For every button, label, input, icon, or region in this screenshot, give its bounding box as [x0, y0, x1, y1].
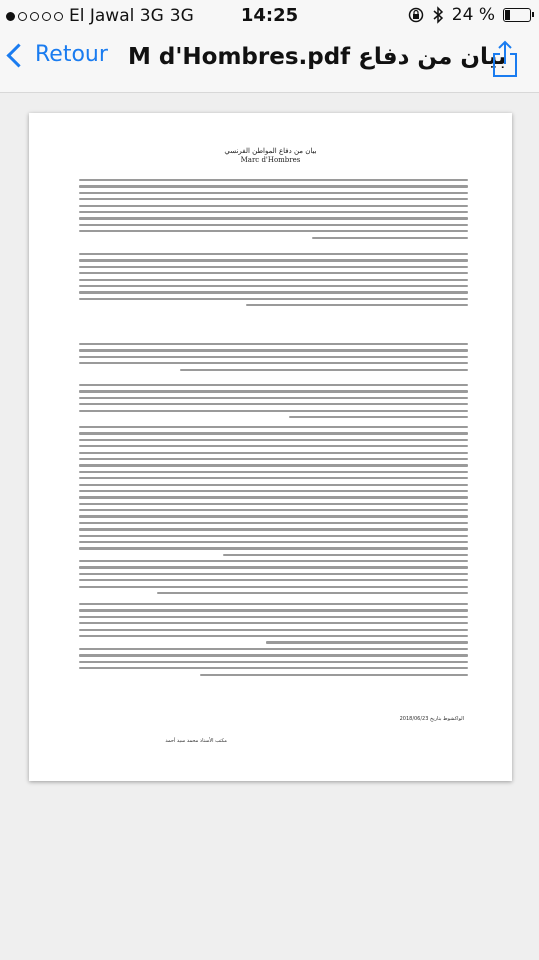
pdf-text-line — [79, 198, 468, 200]
pdf-text-line — [79, 616, 468, 618]
pdf-text-line — [79, 560, 468, 562]
pdf-heading-line2: Marc d'Hombres — [240, 156, 301, 164]
pdf-paragraph — [79, 560, 468, 598]
pdf-heading-line1: بيان من دفاع المواطن الفرنسي — [224, 147, 317, 155]
pdf-text-line — [200, 674, 468, 676]
pdf-text-line — [79, 426, 468, 428]
pdf-text-line — [79, 445, 468, 447]
pdf-text-line — [79, 384, 468, 386]
pdf-text-line — [79, 477, 468, 479]
back-button[interactable] — [10, 42, 108, 67]
pdf-text-line — [79, 528, 468, 530]
pdf-text-line — [79, 579, 468, 581]
pdf-text-line — [79, 541, 468, 543]
pdf-text-line — [79, 397, 468, 399]
pdf-text-line — [79, 573, 468, 575]
pdf-paragraph — [79, 384, 468, 422]
pdf-text-line — [79, 179, 468, 181]
pdf-paragraph — [79, 426, 468, 560]
pdf-text-line — [79, 211, 468, 213]
pdf-text-line — [79, 403, 468, 405]
pdf-text-line — [289, 416, 468, 418]
pdf-text-line — [312, 237, 468, 239]
pdf-text-line — [79, 410, 468, 412]
pdf-text-line — [79, 185, 468, 187]
pdf-text-line — [79, 661, 468, 663]
pdf-text-line — [79, 349, 468, 351]
pdf-paragraph — [79, 253, 468, 311]
pdf-text-line — [79, 458, 468, 460]
pdf-text-line — [79, 452, 468, 454]
battery-icon — [503, 8, 531, 22]
bluetooth-icon — [432, 6, 444, 24]
back-label: Retour — [35, 42, 108, 67]
pdf-text-line — [79, 432, 468, 434]
pdf-text-line — [180, 369, 468, 371]
pdf-text-line — [79, 343, 468, 345]
pdf-text-line — [79, 356, 468, 358]
pdf-text-line — [79, 390, 468, 392]
pdf-text-line — [79, 230, 468, 232]
pdf-text-line — [79, 266, 468, 268]
pdf-heading — [29, 147, 512, 165]
chevron-left-icon — [6, 43, 30, 67]
pdf-text-line — [79, 205, 468, 207]
pdf-text-line — [79, 259, 468, 261]
carrier-label: El Jawal 3G — [69, 6, 164, 26]
pdf-text-line — [79, 490, 468, 492]
pdf-text-line — [79, 609, 468, 611]
pdf-viewer[interactable] — [0, 93, 539, 960]
pdf-text-line — [79, 298, 468, 300]
pdf-text-line — [157, 592, 468, 594]
pdf-text-line — [79, 192, 468, 194]
pdf-text-line — [79, 629, 468, 631]
pdf-text-line — [79, 362, 468, 364]
battery-percent: 24 % — [451, 5, 495, 25]
pdf-text-line — [223, 554, 468, 556]
pdf-text-line — [79, 464, 468, 466]
pdf-text-line — [79, 622, 468, 624]
pdf-text-line — [79, 586, 468, 588]
pdf-text-line — [79, 603, 468, 605]
pdf-text-line — [246, 304, 468, 306]
pdf-text-line — [79, 654, 468, 656]
pdf-paragraph — [79, 179, 468, 243]
pdf-paragraph — [79, 648, 468, 680]
pdf-text-line — [79, 547, 468, 549]
clock: 14:25 — [240, 5, 299, 26]
pdf-page — [29, 113, 512, 781]
pdf-paragraph — [79, 603, 468, 648]
document-title: بيان من دفاع M d'Hombres.pdf — [128, 44, 507, 70]
status-bar — [0, 0, 539, 34]
pdf-text-line — [79, 648, 468, 650]
pdf-text-line — [79, 667, 468, 669]
nav-bar — [0, 34, 539, 93]
pdf-text-line — [79, 279, 468, 281]
pdf-text-line — [79, 503, 468, 505]
pdf-text-line — [79, 224, 468, 226]
pdf-text-line — [79, 566, 468, 568]
pdf-text-line — [79, 522, 468, 524]
pdf-text-line — [79, 291, 468, 293]
pdf-text-line — [79, 635, 468, 637]
share-icon[interactable] — [491, 40, 519, 78]
pdf-text-line — [266, 641, 468, 643]
pdf-text-line — [79, 471, 468, 473]
pdf-text-line — [79, 439, 468, 441]
network-label: 3G — [169, 6, 194, 26]
pdf-date: الواكشوط بتاريخ 2018/06/23 — [399, 716, 464, 722]
pdf-text-line — [79, 535, 468, 537]
pdf-text-line — [79, 253, 468, 255]
status-right — [408, 5, 531, 25]
pdf-text-line — [79, 272, 468, 274]
lock-rotation-icon — [408, 7, 424, 23]
pdf-text-line — [79, 285, 468, 287]
pdf-text-line — [79, 496, 468, 498]
pdf-text-line — [79, 217, 468, 219]
pdf-text-line — [79, 484, 468, 486]
pdf-text-line — [79, 515, 468, 517]
pdf-text-line — [79, 509, 468, 511]
pdf-signature: مكتب الأستاذ محمد سيد أحمد — [165, 738, 227, 744]
pdf-paragraph — [79, 343, 468, 375]
